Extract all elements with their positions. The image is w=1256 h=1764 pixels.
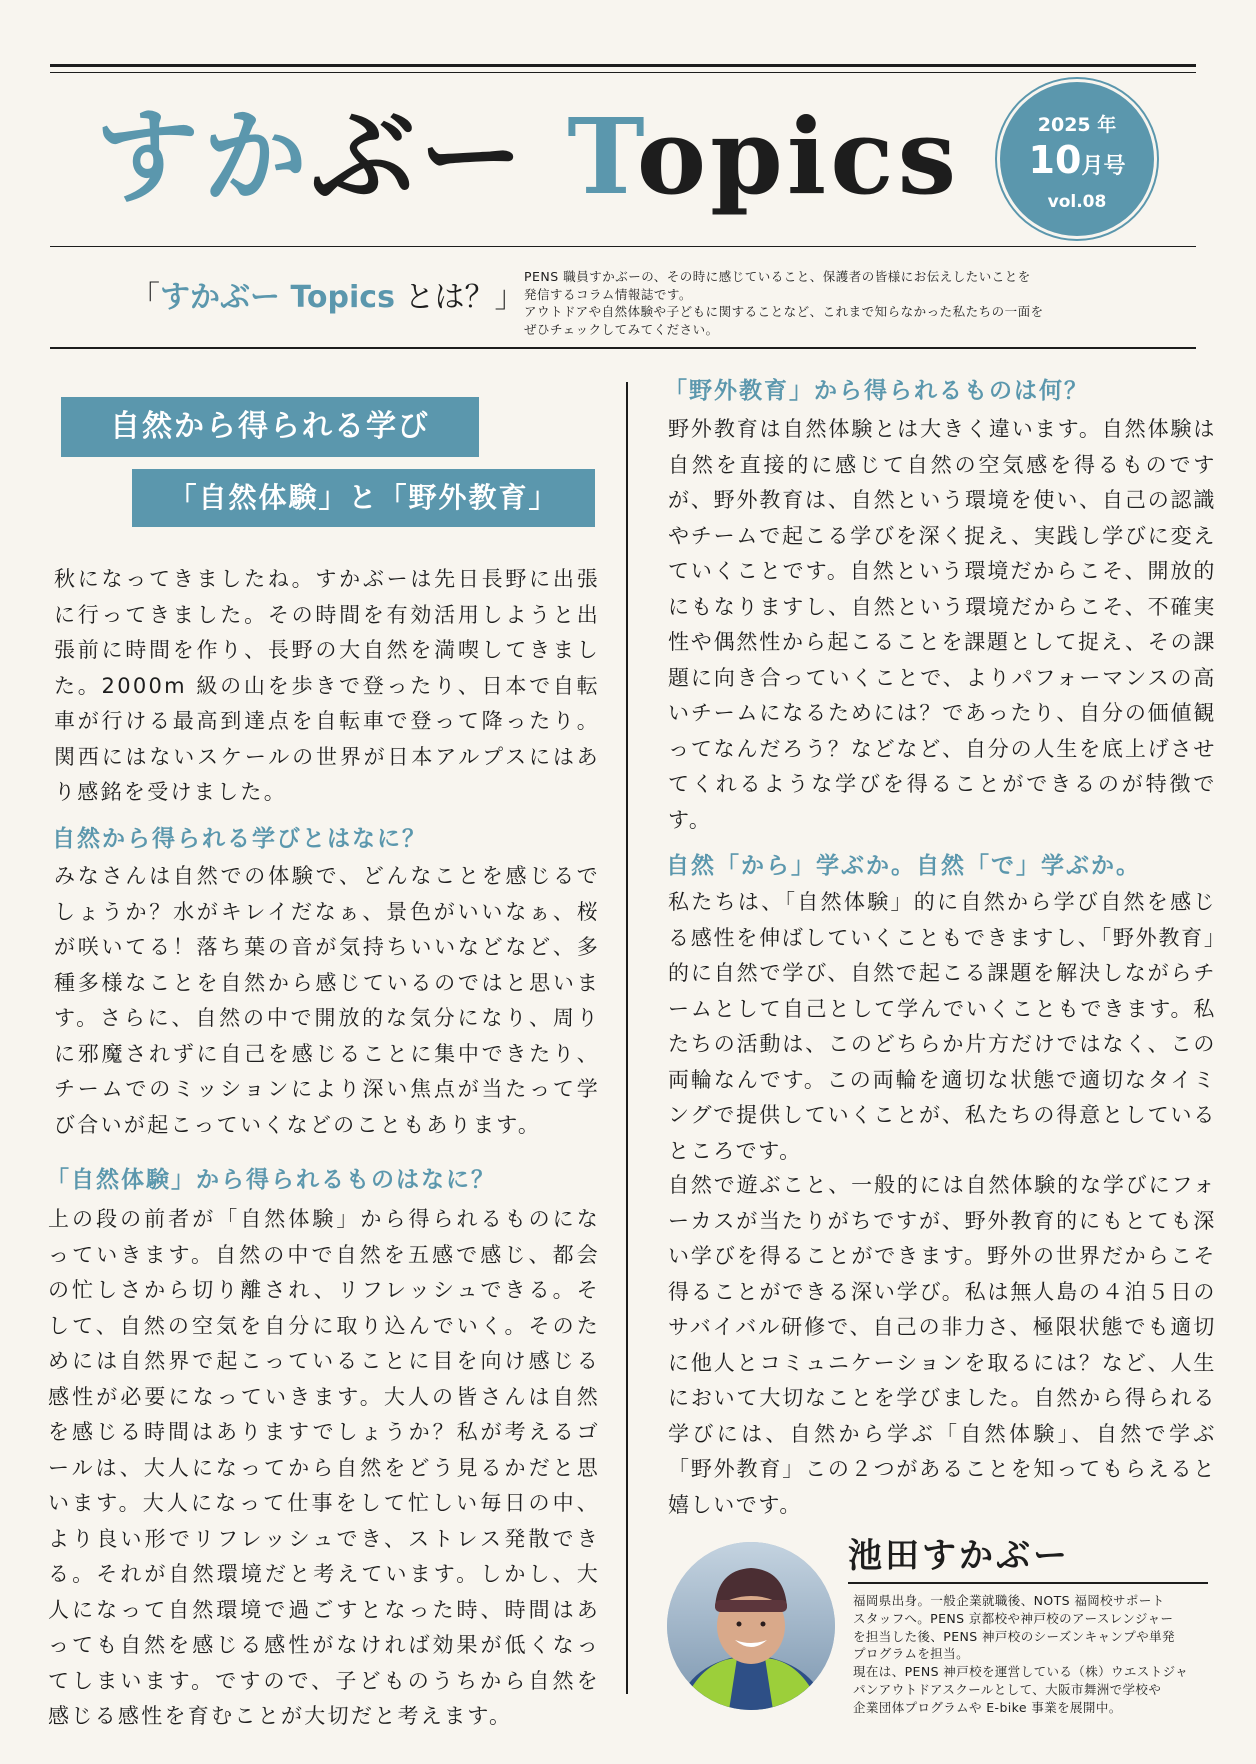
left-paragraph-3: 上の段の前者が「自然体験」から得られるものになっていきます。自然の中で自然を五感で感じ、都会の忙しさから切り離され、リフレッシュできる。そして、自然の空気を自分に取り込んでいく。そのためには自然界で起こっていることに目を向け感じる感性が必要になっていきます。大人の皆さんは自然を感じる時間はありますでしょうか？私が考えるゴールは、大人になってから自然をどう見るかだと思います。大人になって仕事をして忙しい毎日の中、より良い形でリフレッシュでき、ストレス発散できる。それが自然環境だと考えています。しかし、大人になって自然環境で過ごすとなった時、時間はあっても自然を感じる感性がなければ効果が低くなってしまいます。ですので、子どものうちから自然を感じる感性を育むことが大切だと考えます。 <box>48 1207 600 1728</box>
right-heading-1: 「野外教育」から得られるものは何？ <box>664 378 1089 404</box>
profile-bio-line: 企業団体プログラムや E-bike 事業を展開中。 <box>853 1699 1122 1715</box>
left-heading-2: 「自然体験」から得られるものはなに？ <box>46 1167 496 1193</box>
intro-description <box>524 268 1124 338</box>
masthead-title: すかぶー Topics <box>95 95 961 218</box>
issue-badge <box>1000 82 1154 236</box>
profile-photo-illustration <box>667 1542 835 1710</box>
left-paragraph-2: みなさんは自然での体験で、どんなことを感じるでしょうか？水がキレイだなぁ、景色がいいなぁ、桜が咲いてる！落ち葉の音が気持ちいいなどなど、多種多様なことを自然から感じているのではと思います。さらに、自然の中で開放的な気分になり、周りに邪魔されずに自己を感じることに集中できたり、チームでのミッションにより深い焦点が当たって学び合いが起こっていくなどのこともあります。 <box>54 864 600 1137</box>
intro-line: アウトドアや自然体験や子どもに関することなど、これまで知らなかった私たちの一面を <box>524 304 1044 319</box>
profile-bio-line: プログラムを担当。 <box>853 1646 969 1662</box>
top-rule-thick <box>50 64 1196 67</box>
profile-bio <box>853 1592 1223 1717</box>
profile-rule <box>848 1582 1208 1584</box>
intro-line: 発信するコラム情報誌です。 <box>524 286 692 302</box>
profile-photo <box>667 1542 835 1710</box>
profile-bio-line: 現在は、PENS 神戸校を運営している（株）ウエストジャ <box>853 1664 1189 1680</box>
profile-bio-line: を担当した後、PENS 神戸校のシーズンキャンプや単発 <box>853 1628 1175 1644</box>
intro-line: PENS 職員すかぶーの、その時に感じていること、保護者の皆様にお伝えしたいことを <box>524 269 1031 284</box>
profile-bio-line: スタッフへ。PENS 京都校や神戸校のアースレンジャー <box>853 1610 1174 1626</box>
profile-bio-line: 福岡県出身。一般企業就職後、NOTS 福岡校サポート <box>853 1593 1165 1608</box>
profile-bio-line: パンアウトドアスクールとして、大阪市舞洲で学校や <box>853 1681 1162 1697</box>
section-banner-sub: 「自然体験」と「野外教育」 <box>132 469 595 527</box>
column-divider <box>626 382 628 1694</box>
right-paragraph-2: 私たちは、「自然体験」的に自然から学び自然を感じる感性を伸ばしていくこともできますし、「野外教育」的に自然で学び、自然で起こる課題を解決しながらチームとして自己として学んでいくこともできます。私たちの活動は、このどちらか片方だけではなく、この両輪なんです。この両輪を適切な状態で適切なタイミングで提供していくことが、私たちの得意としているところです。 <box>668 890 1216 1163</box>
intro-top-rule <box>50 246 1196 247</box>
intro-bottom-rule <box>50 347 1196 349</box>
right-paragraph-1: 野外教育は自然体験とは大きく違います。自然体験は自然を直接的に感じて自然の空気感を得るものですが、野外教育は、自然という環境を使い、自己の認識やチームで起こる学びを深く捉え、実践し学びに変えていくことです。自然という環境だからこそ、開放的にもなりますし、自然という環境だからこそ、不確実性や偶然性から起こることを課題として捉え、その課題に向き合っていくことで、よりパフォーマンスの高いチームになるためには？であったり、自分の価値観ってなんだろう？などなど、自分の人生を底上げさせてくれるような学びを得ることができるのが特徴です。 <box>668 417 1216 832</box>
badge-volume: vol.08 <box>1047 192 1107 212</box>
left-paragraph-1: 秋になってきましたね。すかぶーは先日長野に出張に行ってきました。その時間を有効活用しようと出張前に時間を作り、長野の大自然を満喫してきました。2000m 級の山を歩きで登ったり、日本で自転車が行ける最高到達点を自転車で登って降ったり。関西にはないスケールの世界が日本アルプスにはあり感銘を受けました。 <box>54 567 600 804</box>
left-heading-1: 自然から得られる学びとはなに？ <box>52 826 427 852</box>
intro-question: 「すかぶー Topics とは？」 <box>130 280 525 315</box>
badge-year: 2025 年 <box>1037 114 1117 136</box>
right-heading-2: 自然「から」学ぶか。自然「で」学ぶか。 <box>666 853 1141 879</box>
top-rule-thin <box>50 72 1196 73</box>
section-banner-main: 自然から得られる学び <box>61 397 479 457</box>
badge-month: 10月号 <box>1028 138 1126 182</box>
right-paragraph-3: 自然で遊ぶこと、一般的には自然体験的な学びにフォーカスが当たりがちですが、野外教育的にもとても深い学びを得ることができます。野外の世界だからこそ得ることができる深い学び。私は無人島の４泊５日のサバイバル研修で、自己の非力さ、極限状態でも適切に他人とコミュニケーションを取るには？など、人生において大切なことを学びました。自然から得られる学びには、自然から学ぶ「自然体験」、自然で学ぶ「野外教育」この２つがあることを知ってもらえると嬉しいです。 <box>668 1173 1216 1517</box>
profile-name: 池田すかぶー <box>848 1536 1070 1576</box>
intro-line: ぜひチェックしてみてください。 <box>524 321 719 337</box>
